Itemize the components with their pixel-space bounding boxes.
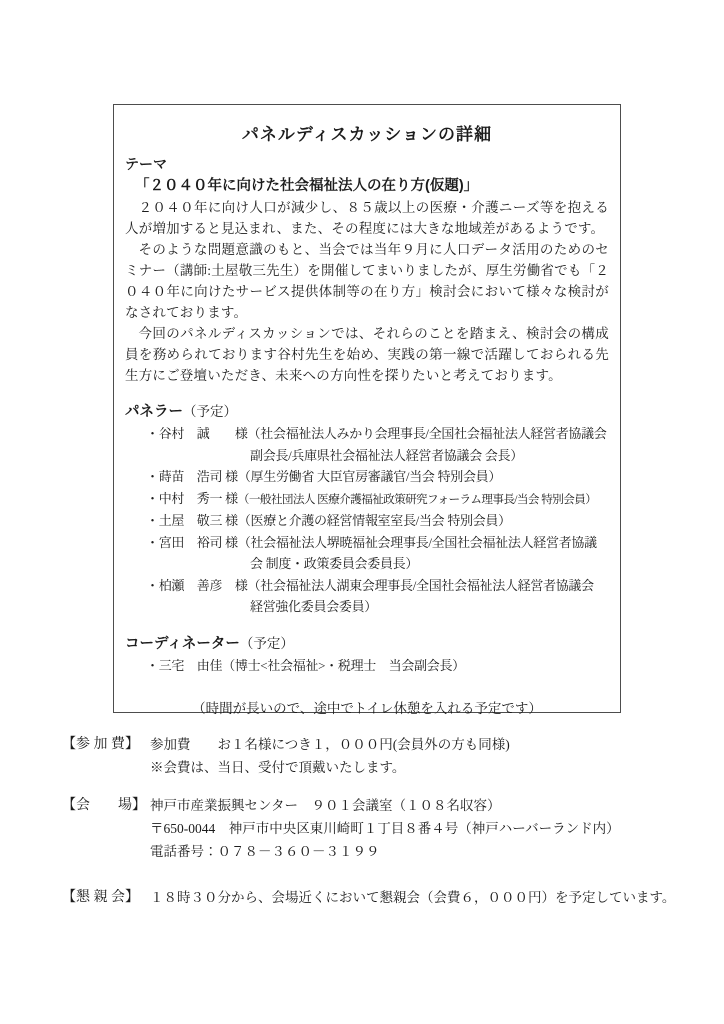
panelist-name: ・柏瀬 善彦 様: [146, 577, 248, 593]
venue-content: [150, 794, 702, 863]
coordinator-header: [125, 633, 609, 655]
venue-label: 【会 場】: [62, 798, 146, 813]
social-label: 【懇 親 会】: [62, 890, 139, 905]
fee-row: [62, 733, 702, 779]
panelist-item: [146, 532, 609, 554]
panelist-affiliation: （医療と介護の経営情報室室長/当会 特別会員）: [237, 513, 511, 528]
panelist-name: ・土屋 敬三 様: [146, 513, 238, 528]
fee-content: [150, 733, 702, 779]
panelist-affiliation: （社会福祉法人みかり会理事長/全国社会福祉法人経営者協議会: [247, 426, 607, 441]
panelist-item: [146, 575, 609, 597]
panelist-name: ・蒔苗 浩司 様: [146, 469, 238, 484]
social-content: [150, 886, 702, 909]
social-line: １８時３０分から、会場近くにおいて懇親会（会費６，０００円）を予定しています。: [150, 890, 676, 905]
panelist-name: ・谷村 誠 様: [146, 426, 248, 441]
panelist-affiliation-cont: 経営強化委員会委員）: [250, 599, 378, 614]
panelist-item: [146, 466, 609, 488]
panelist-name: ・中村 秀一 様: [146, 490, 238, 506]
coordinator-note: （予定）: [239, 635, 294, 651]
theme-paragraph-3: 今回のパネルディスカッションでは、それらのことを踏まえ、検討会の構成員を務められております谷村先生を始め、実践の第一線で活躍しておられる先生方にご登壇いただき、未来への方向性を探りたいと考えております。: [125, 326, 609, 383]
break-note: （時間が長いので、途中でトイレ休憩を入れる予定です）: [192, 701, 542, 716]
coordinator-label: コーディネーター: [125, 635, 240, 652]
panelist-affiliation: （社会福祉法人堺暁福祉会理事長/全国社会福祉法人経営者協議: [237, 534, 597, 550]
venue-row: [62, 794, 702, 863]
panel-detail-box: [113, 104, 621, 716]
panelists-label: パネラー: [125, 404, 183, 420]
fee-label: 【参 加 費】: [62, 737, 139, 752]
venue-name-line: 神戸市産業振興センター ９０１会議室（１０８名収容）: [150, 798, 501, 813]
box-title: パネルディスカッションの詳細: [241, 125, 493, 144]
theme-title: 「２０４０年に向けた社会福祉法人の在り方(仮題)」: [135, 178, 479, 194]
panelist-affiliation-cont: 副会長/兵庫県社会福祉法人経営者協議会 会長）: [250, 447, 523, 463]
coordinator-item: [146, 655, 609, 677]
coordinator-name: ・三宅 由佳: [146, 657, 223, 673]
panelist-affiliation: （厚生労働省 大臣官房審議官/当会 特別会員）: [237, 469, 502, 484]
panelist-affiliation: （一般社団法人 医療介護福祉政策研究フォーラム理事長/当会 特別会員）: [237, 492, 597, 506]
panelists-header: [125, 401, 609, 423]
venue-address-line: 〒650-0044 神戸市中央区東川崎町１丁目８番４号（神戸ハーバーランド内）: [150, 821, 620, 836]
fee-note-line: ※会費は、当日、受付で頂戴いたします。: [150, 760, 406, 775]
fee-line: 参加費 お１名様につき１，０００円(会員外の方も同様): [150, 737, 510, 752]
venue-phone-line: 電話番号：０７８－３６０－３１９９: [150, 844, 380, 859]
theme-paragraph-1: ２０４０年に向け人口が減少し、８５歳以上の医療・介護ニーズ等を抱える人が増加すると見込まれ、また、その程度には大きな地域差があるようです。: [125, 200, 609, 236]
panelist-item: [146, 510, 609, 532]
panelist-item: [146, 488, 609, 511]
theme-paragraph-2: そのような問題意識のもと、当会では当年９月に人口データ活用のためのセミナー（講師:土屋敬三先生）を開催してまいりましたが、厚生労働省でも「２０４０年に向けたサービス提供体制等の在り方」検討会において様々な検討がなされております。: [125, 242, 609, 320]
panelist-affiliation-cont: 会 制度・政策委員会委員長）: [250, 556, 419, 571]
panelist-name: ・宮田 裕司 様: [146, 534, 238, 550]
panelist-affiliation: （社会福祉法人湖東会理事長/全国社会福祉法人経営者協議会: [247, 577, 594, 593]
social-row: [62, 886, 702, 909]
panelist-item: [146, 423, 609, 445]
panelists-note: （予定）: [183, 404, 237, 419]
info-area: [62, 733, 702, 909]
coordinator-affiliation: （博士<社会福祉>・税理士 当会副会長）: [222, 657, 465, 673]
theme-label: テーマ: [125, 156, 167, 172]
